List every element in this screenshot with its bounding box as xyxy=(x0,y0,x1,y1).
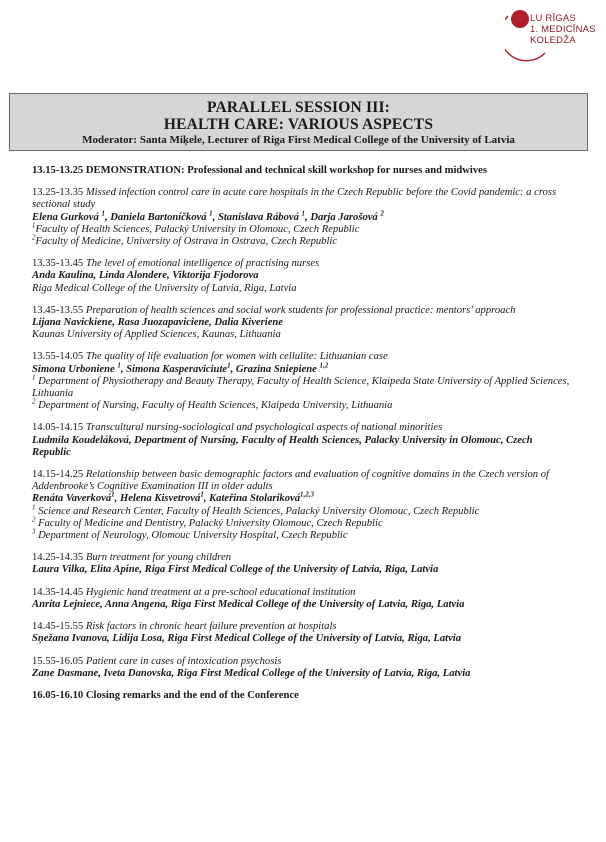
entry-title: Risk factors in chronic heart failure prevention at hospitals xyxy=(85,621,337,633)
programme-entry xyxy=(32,422,572,459)
entry-title: Preparation of health sciences and social work students for professional practice: mentors’ approach xyxy=(85,304,516,316)
session-title: PARALLEL SESSION III: xyxy=(206,99,391,116)
programme-entry xyxy=(32,690,572,702)
affil-text: Department of Nursing, Faculty of Health Sciences, Klaipeda University, Lithuania xyxy=(35,400,393,412)
college-logo xyxy=(505,9,601,69)
entry-heading xyxy=(32,621,572,633)
author-sup: 1 xyxy=(227,361,231,370)
author-sup: 1 xyxy=(301,209,306,218)
entry-affiliation: Riga Medical College of the University of Latvia, Riga, Latvia xyxy=(32,282,297,294)
session-moderator: Moderator: Santa Miķele, Lecturer of Riga First Medical College of the University of Latvia xyxy=(82,134,515,146)
author: , Helena Kisvetrová xyxy=(114,493,201,505)
entry-title: Transcultural nursing-sociological and psychological aspects of national minorities xyxy=(85,422,443,434)
entry-authors: Laura Vilka, Elita Apine, Riga First Medical College of the University of Latvia, Riga, Latvia xyxy=(32,564,439,576)
entry-time: 14.05-14.15 xyxy=(32,422,84,434)
entry-time: 15.55-16.05 xyxy=(32,655,84,667)
entry-title: Missed infection control care in acute care hospitals in the Czech Republic before the Covid pandemic: a cross sectional study xyxy=(32,187,557,211)
logo-line-1: LU RĪGAS xyxy=(530,13,576,24)
author: , Kateřina Stolariková xyxy=(203,493,301,505)
entry-time: 16.05-16.10 xyxy=(32,689,84,701)
programme-entry xyxy=(32,258,572,295)
entry-authors: Lijana Navickiene, Rasa Juozapaviciene, Dalia Kiveriene xyxy=(32,317,283,329)
entry-time: 13.15-13.25 xyxy=(32,165,84,176)
entry-affiliation xyxy=(32,515,572,530)
entry-time: 14.15-14.25 xyxy=(32,469,84,481)
entry-authors: Zane Dasmane, Iveta Danovska, Riga First Medical College of the University of Latvia, Riga, Latvia xyxy=(32,667,471,679)
entry-title: Burn treatment for young children xyxy=(85,552,232,564)
author: , Simona Kasperaviciute xyxy=(120,363,228,375)
programme-entry xyxy=(32,469,572,542)
entry-authors xyxy=(32,490,572,505)
entry-title: Patient care in cases of intoxication psychosis xyxy=(85,655,282,667)
author: , Grazina Sniepiene xyxy=(230,363,320,375)
entry-heading xyxy=(32,165,572,177)
author-sup: 1,2,3 xyxy=(300,490,315,499)
author: Renáta Vaverková xyxy=(32,493,112,505)
author-sup: 1 xyxy=(200,490,204,499)
affil-sup: 3 xyxy=(32,527,36,536)
entry-time: 13.55-14.05 xyxy=(32,351,84,363)
author: Simona Urboniene xyxy=(32,363,118,375)
entry-heading xyxy=(32,305,572,317)
entry-title: Relationship between basic demographic factors and evaluation of cognitive domains in the Czech version of Addenbrooke’s Cognitive Examination III in older adults xyxy=(32,469,549,493)
entry-title: Closing remarks and the end of the Conference xyxy=(85,689,299,701)
entry-authors: Anda Kaulina, Linda Alondere, Viktorija Fjodorova xyxy=(32,270,259,282)
author-sup: 1 xyxy=(111,490,115,499)
affil-sup: 2 xyxy=(32,233,36,242)
logo-text xyxy=(530,13,596,46)
entry-time: 13.25-13.35 xyxy=(32,187,84,199)
programme-entry xyxy=(32,187,572,248)
programme-entry xyxy=(32,656,572,680)
entry-heading xyxy=(32,587,572,599)
programme-entry xyxy=(32,351,572,412)
entry-heading xyxy=(32,351,572,363)
affil-sup: 1 xyxy=(32,373,36,382)
entry-title: The quality of life evaluation for women with cellulite: Lithuanian case xyxy=(85,351,388,363)
entry-affiliation xyxy=(32,397,572,412)
session-header xyxy=(9,93,588,151)
author-sup: 1,2 xyxy=(319,361,329,370)
entry-authors xyxy=(32,209,572,224)
entry-affiliation xyxy=(32,221,572,236)
author-sup: 1 xyxy=(209,209,213,218)
entry-title: DEMONSTRATION: Professional and technical skill workshop for nurses and midwives xyxy=(85,165,487,176)
logo-line-2: 1. MEDICĪNAS xyxy=(530,24,596,35)
entry-heading xyxy=(32,690,572,702)
entry-authors: Anrita Lejniece, Anna Angena, Riga First Medical College of the University of Latvia, Riga, Latvia xyxy=(32,598,465,610)
programme-list xyxy=(32,165,572,712)
programme-entry xyxy=(32,165,572,177)
entry-heading xyxy=(32,187,572,211)
affil-text: Faculty of Medicine and Dentistry, Palacký University Olomouc, Czech Republic xyxy=(35,517,383,529)
author: , Daniela Bartoníčková xyxy=(104,211,210,223)
entry-time: 14.35-14.45 xyxy=(32,586,84,598)
affil-sup: 2 xyxy=(32,515,36,524)
entry-heading xyxy=(32,258,572,270)
entry-time: 14.25-14.35 xyxy=(32,552,84,564)
programme-entry xyxy=(32,305,572,342)
entry-title: Hygienic hand treatment at a pre-school educational institution xyxy=(85,586,356,598)
author: Elena Gurková xyxy=(32,211,102,223)
author: , Stanislava Rábová xyxy=(212,211,302,223)
author: , Darja Jarošová xyxy=(305,211,381,223)
entry-title: The level of emotional intelligence of practising nurses xyxy=(85,258,320,270)
affil-sup: 1 xyxy=(32,221,36,230)
entry-time: 13.45-13.55 xyxy=(32,304,84,316)
affil-sup: 2 xyxy=(32,397,36,406)
programme-entry xyxy=(32,587,572,611)
affil-sup: 1 xyxy=(32,503,36,512)
entry-time: 14.45-15.55 xyxy=(32,621,84,633)
entry-heading xyxy=(32,469,572,493)
entry-affiliation xyxy=(32,503,572,518)
entry-heading xyxy=(32,422,572,434)
programme-entry xyxy=(32,621,572,645)
logo-line-3: KOLEDŽA xyxy=(530,35,576,46)
author-sup: 1 xyxy=(101,209,105,218)
entry-heading xyxy=(32,552,572,564)
entry-authors: Sņežana Ivanova, Lidija Losa, Riga First Medical College of the University of Latvia, Riga, Latvia xyxy=(32,633,462,645)
affil-text: Department of Physiotherapy and Beauty Therapy, Faculty of Health Science, Klaipeda State University of Applied Sciences, Lithuania xyxy=(32,375,570,400)
affil-text: Department of Neurology, Olomouc University Hospital, Czech Republic xyxy=(35,530,348,542)
affil-text: Faculty of Health Sciences, Palacký University in Olomouc, Czech Republic xyxy=(35,223,360,235)
entry-affiliation: Kaunas University of Applied Sciences, Kaunas, Lithuania xyxy=(32,329,281,341)
entry-affiliation xyxy=(32,373,572,400)
entry-heading xyxy=(32,656,572,668)
entry-time: 13.35-13.45 xyxy=(32,258,84,270)
author-sup: 2 xyxy=(380,209,384,218)
affil-text: Faculty of Medicine, University of Ostrava in Ostrava, Czech Republic xyxy=(35,236,338,248)
entry-affiliation xyxy=(32,233,572,248)
entry-authors xyxy=(32,361,572,376)
session-subtitle: HEALTH CARE: VARIOUS ASPECTS xyxy=(163,116,434,133)
author-sup: 1 xyxy=(117,361,121,370)
affil-text: Science and Research Center, Faculty of Health Sciences, Palacký University Olomouc, Czech Republic xyxy=(35,505,480,517)
entry-authors: Ludmila Koudeláková, Department of Nursing, Faculty of Health Sciences, Palacky University in Olomouc, Czech Republic xyxy=(32,434,533,458)
programme-entry xyxy=(32,552,572,576)
entry-affiliation xyxy=(32,527,572,542)
